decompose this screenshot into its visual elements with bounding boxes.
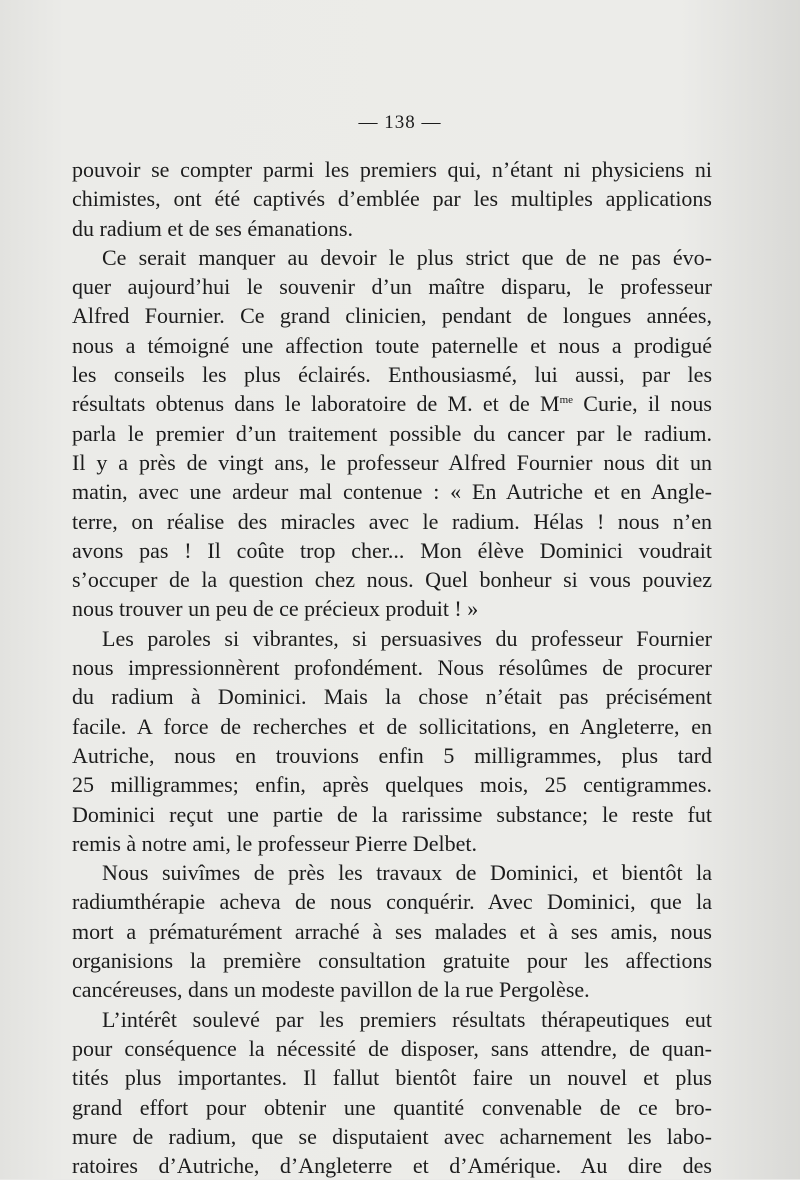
text-line: chimistes, ont été captivés d’emblée par les multiples applications — [72, 186, 712, 212]
text-line: 25 milligrammes; enfin, après quelques mois, 25 centigrammes. — [72, 772, 712, 798]
text-line: résultats obtenus dans le laboratoire de M. et de $M^{me}$ Curie, il nous — [72, 391, 712, 417]
text-line: L’intérêt soulevé par les premiers résultats thérapeutiques eut — [102, 1006, 712, 1032]
text-line: Les paroles si vibrantes, si persuasives du professeur Fournier — [102, 625, 712, 651]
text-line: remis à notre ami, le professeur Pierre Delbet. — [72, 830, 478, 856]
text-line: Dominici reçut une partie de la rarissime substance; le reste fut — [72, 801, 712, 827]
text-line: cancéreuses, dans un modeste pavillon de la rue Pergolèse. — [72, 977, 590, 1003]
text-line: terre, on réalise des miracles avec le radium. Hélas ! nous n’en — [72, 508, 712, 534]
text-line: radiumthérapie acheva de nous conquérir. Avec Dominici, que la — [72, 889, 712, 915]
text-line: ratoires d’Autriche, d’Angleterre et d’Amérique. Au dire des — [72, 1153, 712, 1179]
text-line: mure de radium, que se disputaient avec acharnement les labo- — [72, 1123, 712, 1149]
text-line: pouvoir se compter parmi les premiers qui, n’étant ni physiciens ni — [72, 157, 712, 182]
text-line: s’occuper de la question chez nous. Quel bonheur si vous pouviez — [72, 567, 712, 593]
text-line: pour conséquence la nécessité de disposer, sans attendre, de quan- — [72, 1035, 712, 1061]
text-line: facile. A force de recherches et de sollicitations, en Angleterre, en — [72, 713, 712, 739]
text-line: organisions la première consultation gratuite pour les affections — [72, 948, 712, 974]
text-line: nous a témoigné une affection toute paternelle et nous a prodigué — [72, 332, 712, 358]
text-line: Alfred Fournier. Ce grand clinicien, pendant de longues années, — [72, 303, 712, 329]
text-line: nous impressionnèrent profondément. Nous résolûmes de procurer — [72, 655, 712, 681]
page-number: — 138 — — [358, 112, 442, 133]
text-line: Autriche, nous en trouvions enfin 5 milligrammes, plus tard — [72, 742, 712, 768]
text-line: Il y a près de vingt ans, le professeur Alfred Fournier nous dit un — [72, 449, 712, 475]
body-text — [72, 155, 712, 1180]
text-line: les conseils les plus éclairés. Enthousiasmé, lui aussi, par les — [72, 362, 712, 388]
text-line: mort a prématurément arraché à ses malades et à ses amis, nous — [72, 918, 712, 944]
text-line: grand effort pour obtenir une quantité convenable de ce bro- — [72, 1094, 712, 1120]
text-line: nous trouver un peu de ce précieux produit ! » — [72, 596, 479, 622]
text-line: quer aujourd’hui le souvenir d’un maître disparu, le professeur — [72, 274, 712, 300]
text-line: tités plus importantes. Il fallut bientôt faire un nouvel et plus — [72, 1065, 712, 1091]
text-line: Nous suivîmes de près les travaux de Dominici, et bientôt la — [102, 860, 712, 886]
text-line: du radium à Dominici. Mais la chose n’était pas précisément — [72, 684, 712, 710]
text-line: Ce serait manquer au devoir le plus strict que de ne pas évo- — [102, 244, 712, 270]
text-line: matin, avec une ardeur mal contenue : « En Autriche et en Angle- — [72, 479, 712, 505]
text-line: avons pas ! Il coûte trop cher... Mon élève Dominici voudrait — [72, 537, 712, 563]
text-line: du radium et de ses émanations. — [72, 215, 354, 241]
text-line: parla le premier d’un traitement possible du cancer par le radium. — [72, 420, 712, 446]
